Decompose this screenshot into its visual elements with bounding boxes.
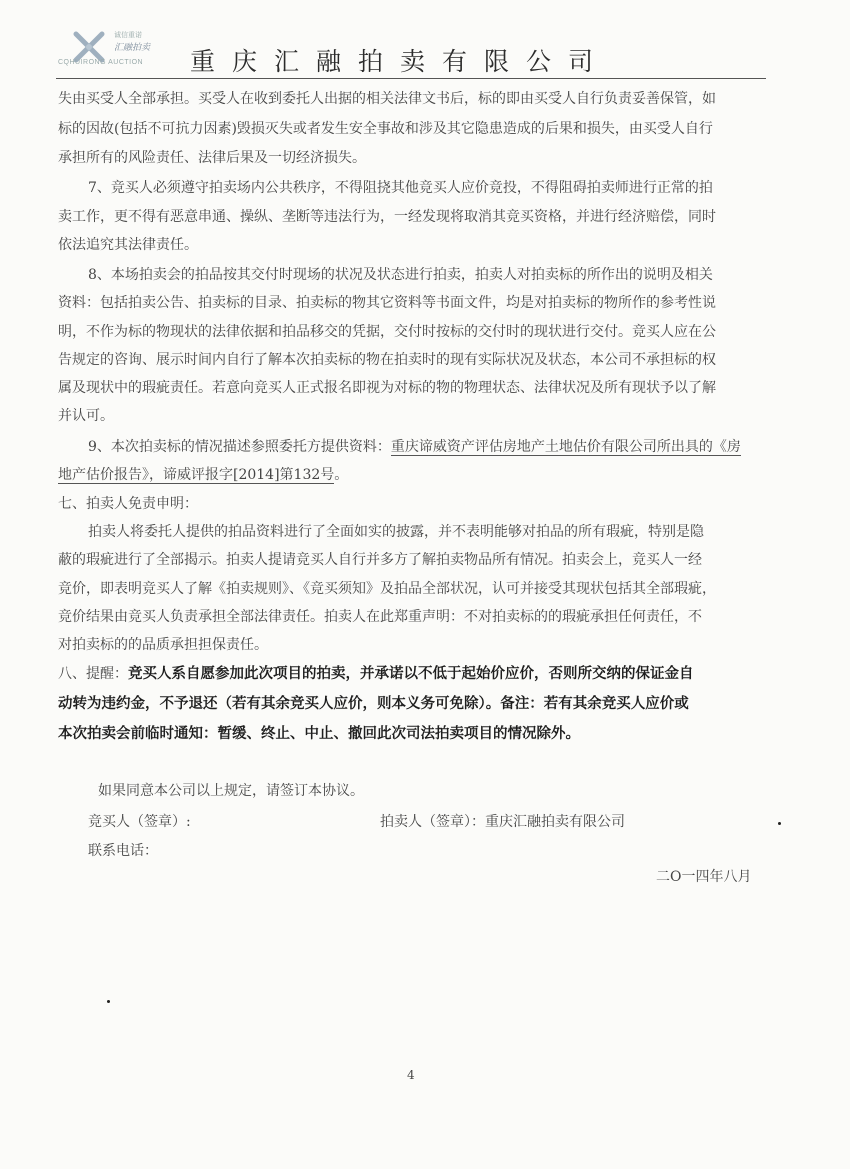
section8-line3: 本次拍卖会前临时通知：暂缓、终止、中止、撤回此次司法拍卖项目的情况除外。 — [58, 726, 580, 742]
buyer-signature-label: 竞买人（签章）: — [88, 814, 191, 830]
section8-text-start: 竞买人系自愿参加此次项目的拍卖，并承诺以不低于起始价应价，否则所交纳的保证金自 — [128, 666, 694, 682]
phone-label: 联系电话： — [88, 843, 158, 859]
para9-period: 。 — [334, 467, 349, 483]
para6-line2: 标的因故(包括不可抗力因素)毁损灭失或者发生安全事故和涉及其它隐患造成的后果和损失，由买受人自行 — [58, 121, 713, 137]
logo-name: 汇融拍卖 — [114, 43, 151, 53]
company-logo — [58, 26, 178, 72]
para8-line3: 明，不作为标的物现状的法律依据和拍品移交的凭据，交付时按标的交付时的现状进行交付。竞买人应在公 — [58, 324, 716, 340]
para9-appraiser: 重庆谛威资产评估房地产土地估价有限公司所出具的《房 — [390, 439, 741, 455]
para7-line1: 7、竞买人必须遵守拍卖场内公共秩序，不得阻挠其他竞买人应价竞投，不得阻碍拍卖师进行正常的拍 — [88, 180, 713, 196]
company-title: 重庆汇融拍卖有限公司 — [190, 47, 611, 76]
logo-tagline: 诚信重诺 — [114, 31, 142, 39]
scan-speck — [778, 822, 781, 825]
scan-speck — [107, 1000, 110, 1003]
para9-line2 — [58, 464, 348, 484]
page-number: 4 — [407, 1068, 415, 1082]
section8-label: 八、提醒： — [58, 666, 128, 682]
section7-heading: 七、拍卖人免责申明： — [58, 496, 198, 512]
para7-line2: 卖工作，更不得有恶意串通、操纵、垄断等违法行为，一经发现将取消其竞买资格，并进行经济赔偿，同时 — [58, 209, 716, 225]
section8-line2: 动转为违约金，不予退还（若有其余竞买人应价，则本义务可免除）。备注：若有其余竞买人应价或 — [58, 696, 689, 712]
para7-line3: 依法追究其法律责任。 — [58, 237, 198, 253]
header-divider — [56, 78, 766, 79]
signing-date: 二O一四年八月 — [656, 869, 752, 885]
agreement-statement: 如果同意本公司以上规定，请签订本协议。 — [98, 783, 364, 799]
para6-line1: 失由买受人全部承担。买受人在收到委托人出据的相关法律文书后，标的即由买受人自行负责妥善保管，如 — [58, 91, 716, 107]
section8-line1 — [58, 662, 694, 683]
para9-intro: 9、本次拍卖标的情况描述参照委托方提供资料： — [88, 439, 391, 455]
para8-line4: 告规定的咨询、展示时间内自行了解本次拍卖标的物在拍卖时的现有实际状况及状态，本公司不承担标的权 — [58, 352, 716, 368]
para8-line5: 属及现状中的瑕疵责任。若意向竞买人正式报名即视为对标的物的物理状态、法律状况及所有现状予以了解 — [58, 380, 716, 396]
section7-line4: 竞价结果由竞买人负责承担全部法律责任。拍卖人在此郑重声明：不对拍卖标的的瑕疵承担任何责任，不 — [58, 609, 702, 625]
section7-line1: 拍卖人将委托人提供的拍品资料进行了全面如实的披露，并不表明能够对拍品的所有瑕疵，特别是隐 — [88, 524, 704, 540]
para8-line6: 并认可。 — [58, 408, 114, 424]
para8-line1: 8、本场拍卖会的拍品按其交付时现场的状况及状态进行拍卖，拍卖人对拍卖标的所作出的说明及相关 — [88, 267, 713, 283]
logo-english-name: CQHUIRONG AUCTION — [58, 59, 144, 66]
para9-report-ref: 地产估价报告》，谛威评报字[2014]第132号 — [58, 467, 335, 483]
para9-line1 — [88, 436, 741, 456]
para6-line3: 承担所有的风险责任、法律后果及一切经济损失。 — [58, 150, 366, 166]
section7-line5: 对拍卖标的的品质承担担保责任。 — [58, 637, 268, 653]
para8-line2: 资料：包括拍卖公告、拍卖标的目录、拍卖标的物其它资料等书面文件，均是对拍卖标的物所作的参考性说 — [58, 295, 716, 311]
auctioneer-signature-label: 拍卖人（签章）：重庆汇融拍卖有限公司 — [380, 814, 625, 830]
section7-line2: 蔽的瑕疵进行了全部揭示。拍卖人提请竞买人自行并多方了解拍卖物品所有情况。拍卖会上，竞买人一经 — [58, 552, 702, 568]
section7-line3: 竞价，即表明竞买人了解《拍卖规则》、《竞买须知》及拍品全部状况，认可并接受其现状包括其全部瑕疵， — [58, 581, 716, 597]
